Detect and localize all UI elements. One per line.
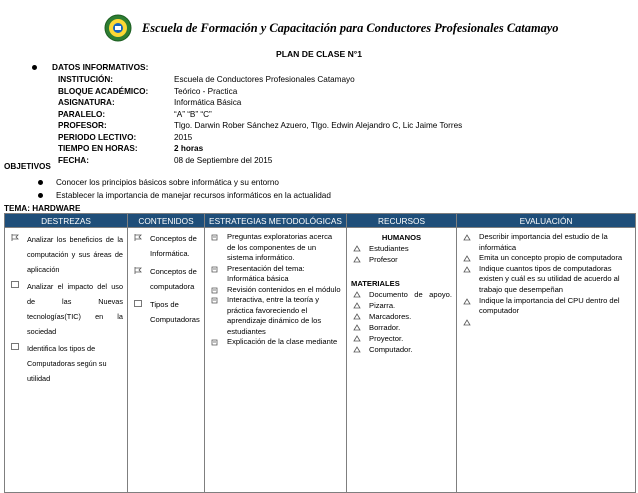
book-icon [211, 287, 219, 294]
info-row: INSTITUCIÓN: Escuela de Conductores Profesionales Catamayo [58, 75, 355, 84]
list-item: Pizarra. [351, 300, 452, 311]
contenidos-cell [128, 228, 205, 493]
list-item: Emita un concepto propio de computadora [461, 253, 631, 264]
hand-icon [353, 335, 361, 342]
evaluacion-cell [457, 228, 636, 493]
list-item: Explicación de la clase mediante [209, 337, 342, 348]
list-item: Profesor [351, 254, 452, 265]
materiales-title: MATERIALES [351, 279, 400, 288]
box-icon [11, 343, 19, 350]
list-item: Interactiva, entre la teoría y práctica favoreciendo el aprendizaje dinámico de los estudiantes [209, 295, 342, 337]
objetivos-title: OBJETIVOS [4, 162, 51, 171]
list-item: Describir importancia del estudio de la informática [461, 232, 631, 253]
info-row: BLOQUE ACADÉMICO: Teórico - Practica [58, 86, 238, 96]
objetivos-list [38, 176, 331, 202]
book-icon [211, 297, 219, 304]
list-item: Revisión contenidos en el módulo [209, 285, 342, 296]
hand-icon [353, 245, 361, 252]
col-header-recursos: RECURSOS [347, 214, 457, 228]
objetivo-item: Establecer la importancia de manejar recursos informáticos en la actualidad [38, 189, 331, 202]
humanos-title: HUMANOS [381, 233, 422, 242]
info-row: TIEMPO EN HORAS: 2 horas [58, 144, 204, 153]
flag-icon [11, 234, 19, 241]
info-row: PARALELO: “A” “B” “C” [58, 109, 212, 119]
list-item: Presentación del tema: Informática básica [209, 264, 342, 285]
tema-title: TEMA: HARDWARE [4, 204, 81, 213]
box-icon [11, 281, 19, 288]
list-item: Computador. [351, 344, 452, 355]
datos-informativos-title: DATOS INFORMATIVOS: [32, 62, 148, 72]
flag-icon [134, 267, 142, 274]
school-logo [104, 14, 132, 42]
objetivo-item: Conocer los principios básicos sobre informática y su entorno [38, 176, 331, 189]
hand-icon [353, 324, 361, 331]
hand-icon [463, 234, 471, 241]
col-header-destrezas: DESTREZAS [5, 214, 128, 228]
hand-icon [463, 319, 471, 326]
col-header-contenidos: CONTENIDOS [128, 214, 205, 228]
list-item: Tipos de Computadoras [132, 298, 200, 327]
list-item: Estudiantes [351, 243, 452, 254]
list-item: Analizar los beneficios de la computación y sus áreas de aplicación [9, 232, 123, 277]
col-header-estrategias: ESTRATEGIAS METODOLÓGICAS [205, 214, 347, 228]
hand-icon [353, 313, 361, 320]
bullet-icon [32, 65, 37, 70]
list-item [461, 317, 631, 328]
list-item: Indique cuantos tipos de computadoras existen y cuál es su utilidad de acuerdo al trabajo que desempeñan [461, 264, 631, 296]
recursos-cell [347, 228, 457, 493]
list-item: Conceptos de Informática. [132, 232, 200, 261]
list-item: Preguntas exploratorias acerca de los componentes de un sistema informático. [209, 232, 342, 264]
hand-icon [463, 298, 471, 305]
list-item: Analizar el impacto del uso de las Nuevas tecnologías(TIC) en la sociedad [9, 279, 123, 339]
list-item: Indique la importancia del CPU dentro del computador [461, 296, 631, 317]
hand-icon [463, 255, 471, 262]
list-item: Marcadores. [351, 311, 452, 322]
list-item: Conceptos de computadora [132, 265, 200, 294]
school-name: Escuela de Formación y Capacitación para Conductores Profesionales Catamayo [142, 21, 559, 35]
list-item: Proyector. [351, 333, 452, 344]
box-icon [134, 300, 142, 307]
destrezas-cell [5, 228, 128, 493]
plan-title: PLAN DE CLASE N°1 [275, 49, 363, 59]
plan-table [4, 213, 636, 493]
estrategias-cell [205, 228, 347, 493]
hand-icon [353, 291, 361, 298]
hand-icon [353, 256, 361, 263]
book-icon [211, 266, 219, 273]
book-icon [211, 339, 219, 346]
info-row: PROFESOR: Tlgo. Darwin Rober Sánchez Azuero, Tlgo. Edwin Alejandro C, Lic Jaime Torres [58, 121, 463, 130]
hand-icon [463, 266, 471, 273]
list-item: Documento de apoyo. [351, 289, 452, 300]
list-item: Identifica los tipos de Computadoras según su utilidad [9, 341, 123, 386]
hand-icon [353, 346, 361, 353]
book-icon [211, 234, 219, 241]
hand-icon [353, 302, 361, 309]
list-item: Borrador. [351, 322, 452, 333]
info-row: FECHA: 08 de Septiembre del 2015 [58, 155, 273, 165]
info-row: ASIGNATURA: Informática Básica [58, 98, 242, 107]
info-block [58, 74, 462, 166]
info-row: PERIODO LECTIVO: 2015 [58, 132, 193, 142]
col-header-evaluacion: EVALUACIÓN [457, 214, 636, 228]
flag-icon [134, 234, 142, 241]
